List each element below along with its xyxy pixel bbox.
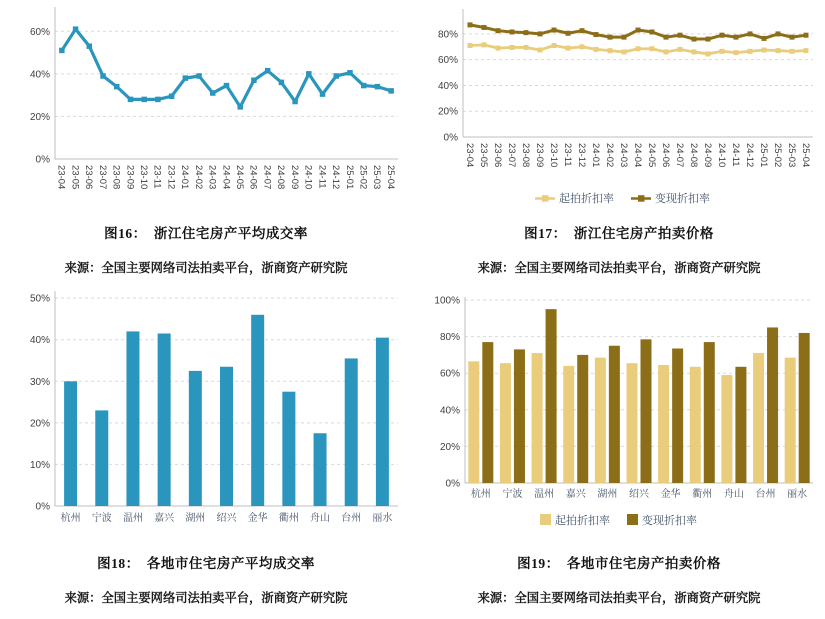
svg-text:宁波: 宁波 [502,489,523,500]
svg-text:24-04: 24-04 [220,165,232,190]
svg-text:绍兴: 绍兴 [629,489,649,500]
svg-text:23-11: 23-11 [561,143,573,167]
svg-text:40%: 40% [29,69,50,81]
svg-text:25-02: 25-02 [771,143,783,168]
svg-text:23-05: 23-05 [477,143,489,168]
svg-text:嘉兴: 嘉兴 [154,513,175,524]
fig18-source: 来源：全国主要网络司法拍卖平台，浙商资产研究院 [64,591,348,605]
svg-text:0%: 0% [445,478,460,490]
svg-text:绍兴: 绍兴 [216,513,237,524]
svg-text:23-04: 23-04 [55,165,67,190]
svg-text:金华: 金华 [660,489,681,500]
svg-text:舟山: 舟山 [723,489,744,500]
svg-text:0%: 0% [443,132,458,144]
svg-text:23-12: 23-12 [165,165,177,190]
fig17-zhejiang-auction-price-line-chart [413,2,825,218]
svg-text:25-03: 25-03 [785,143,797,168]
svg-text:24-07: 24-07 [261,165,273,190]
svg-text:30%: 30% [29,376,50,388]
svg-text:宁波: 宁波 [91,513,112,524]
svg-text:变现折扣率: 变现折扣率 [642,515,697,527]
svg-text:24-08: 24-08 [275,165,287,190]
fig17-source: 来源：全国主要网络司法拍卖平台，浙商资产研究院 [477,261,761,275]
svg-text:台州: 台州 [755,489,776,500]
svg-text:23-11: 23-11 [151,165,163,189]
svg-text:24-02: 24-02 [192,165,204,190]
svg-text:起拍折扣率: 起拍折扣率 [559,193,614,205]
svg-text:衢州: 衢州 [692,489,713,500]
svg-text:24-05: 24-05 [234,165,246,190]
svg-text:温州: 温州 [534,489,555,500]
svg-text:40%: 40% [437,80,458,92]
svg-text:40%: 40% [29,335,50,347]
svg-text:24-09: 24-09 [288,165,300,190]
svg-text:20%: 20% [437,106,458,118]
svg-text:23-09: 23-09 [533,143,545,168]
svg-text:25-04: 25-04 [384,165,396,190]
svg-text:24-06: 24-06 [659,143,671,168]
svg-text:23-10: 23-10 [137,165,149,190]
fig17-caption: 图17： 浙江住宅房产拍卖价格 [524,226,714,241]
svg-text:20%: 20% [29,111,50,123]
svg-text:80%: 80% [437,29,458,41]
svg-text:24-08: 24-08 [687,143,699,168]
svg-text:台州: 台州 [341,513,362,524]
fig19-caption: 图19： 各地市住宅房产拍卖价格 [517,556,721,571]
svg-text:0%: 0% [35,501,50,513]
svg-text:湖州: 湖州 [597,489,618,500]
svg-text:23-07: 23-07 [96,165,108,190]
svg-text:23-07: 23-07 [505,143,517,168]
svg-text:杭州: 杭州 [470,489,491,500]
svg-text:嘉兴: 嘉兴 [565,489,586,500]
svg-text:衢州: 衢州 [278,513,299,524]
svg-text:20%: 20% [439,441,460,453]
svg-text:24-09: 24-09 [701,143,713,168]
fig19-source: 来源：全国主要网络司法拍卖平台，浙商资产研究院 [477,591,761,605]
svg-text:50%: 50% [29,293,50,305]
svg-text:24-12: 24-12 [330,165,342,190]
svg-text:23-04: 23-04 [463,143,475,168]
svg-text:100%: 100% [434,295,460,307]
svg-text:23-05: 23-05 [69,165,81,190]
svg-text:24-01: 24-01 [589,143,601,168]
fig19-city-auction-price-bar-chart [413,288,825,538]
svg-text:24-03: 24-03 [206,165,218,190]
svg-text:80%: 80% [439,332,460,344]
svg-text:24-10: 24-10 [302,165,314,190]
svg-text:23-06: 23-06 [491,143,503,168]
svg-text:丽水: 丽水 [787,489,808,500]
svg-text:25-01: 25-01 [343,165,355,190]
svg-text:23-09: 23-09 [124,165,136,190]
svg-text:温州: 温州 [122,513,143,524]
svg-text:24-11: 24-11 [316,165,328,189]
svg-text:丽水: 丽水 [372,513,393,524]
svg-text:24-07: 24-07 [673,143,685,168]
svg-text:24-04: 24-04 [631,143,643,168]
fig16-caption: 图16： 浙江住宅房产平均成交率 [104,226,308,241]
svg-text:舟山: 舟山 [310,513,331,524]
svg-text:23-08: 23-08 [110,165,122,190]
svg-text:24-12: 24-12 [743,143,755,168]
svg-text:湖州: 湖州 [185,513,206,524]
svg-text:23-08: 23-08 [519,143,531,168]
svg-text:23-10: 23-10 [547,143,559,168]
fig18-caption: 图18： 各地市住宅房产平均成交率 [97,556,315,571]
svg-text:40%: 40% [439,405,460,417]
svg-text:60%: 60% [439,368,460,380]
fig16-zhejiang-avg-deal-rate-line-chart [0,2,412,218]
svg-text:24-03: 24-03 [617,143,629,168]
svg-text:0%: 0% [35,154,50,166]
fig18-city-avg-deal-rate-bar-chart [0,288,412,538]
svg-text:25-03: 25-03 [371,165,383,190]
svg-text:10%: 10% [29,459,50,471]
svg-text:25-02: 25-02 [357,165,369,190]
svg-text:杭州: 杭州 [60,513,81,524]
fig16-source: 来源：全国主要网络司法拍卖平台，浙商资产研究院 [64,261,348,275]
svg-text:24-06: 24-06 [247,165,259,190]
svg-text:23-12: 23-12 [575,143,587,168]
svg-text:60%: 60% [29,26,50,38]
svg-text:起拍折扣率: 起拍折扣率 [555,515,610,527]
svg-text:24-02: 24-02 [603,143,615,168]
svg-text:25-01: 25-01 [757,143,769,168]
svg-text:20%: 20% [29,418,50,430]
svg-text:24-11: 24-11 [729,143,741,167]
svg-text:24-10: 24-10 [715,143,727,168]
svg-text:60%: 60% [437,55,458,67]
svg-text:24-05: 24-05 [645,143,657,168]
svg-text:金华: 金华 [247,513,268,524]
svg-text:变现折扣率: 变现折扣率 [655,193,710,205]
svg-text:24-01: 24-01 [179,165,191,190]
svg-text:23-06: 23-06 [83,165,95,190]
svg-text:25-04: 25-04 [799,143,811,168]
